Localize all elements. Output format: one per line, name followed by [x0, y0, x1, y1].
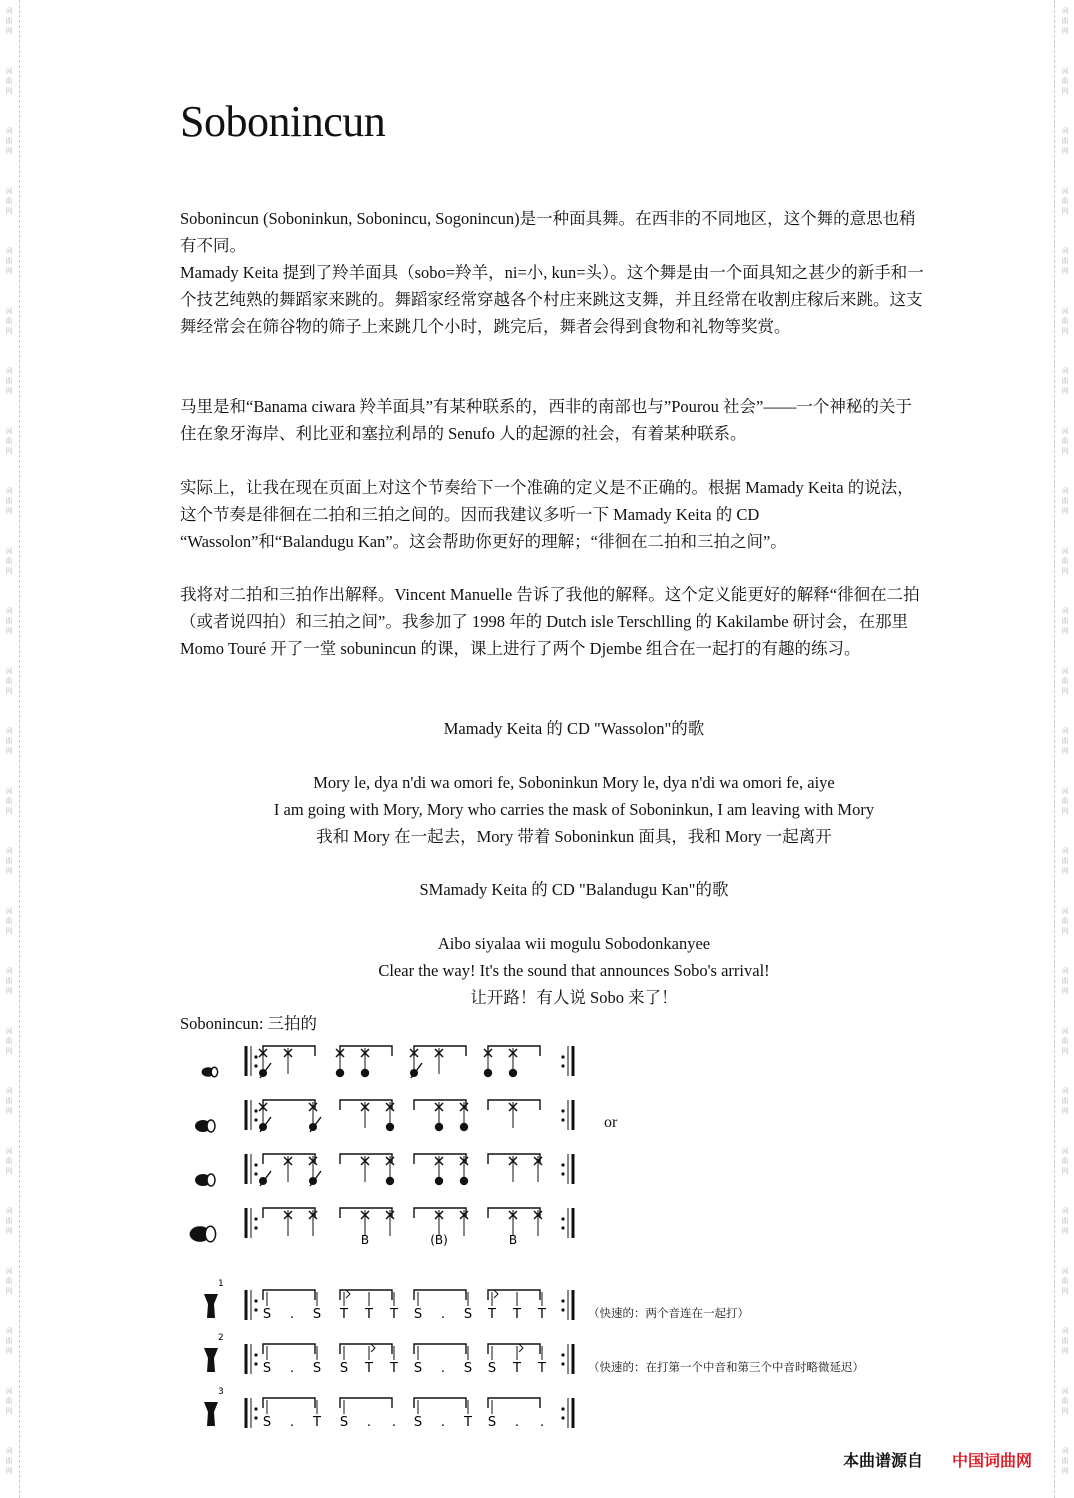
sangban-alt-icon-head [207, 1174, 215, 1186]
djembe-icon [204, 1402, 218, 1426]
row1-note: （快速的：两个音连在一起打） [588, 1306, 749, 1320]
repeat-dot [561, 1055, 564, 1058]
djembe-stroke: . [391, 1415, 397, 1430]
djembe-stroke: S [312, 1307, 322, 1322]
watermark-mark: 词 曲 网 [1061, 1087, 1069, 1115]
watermark-mark: 词 曲 网 [1061, 727, 1069, 755]
watermark-mark: 词 曲 网 [5, 1207, 13, 1235]
repeat-dot [561, 1416, 564, 1419]
bass-letter: B [360, 1233, 370, 1247]
djembe-stroke: . [539, 1415, 545, 1430]
watermark-mark: 词 曲 网 [1061, 1147, 1069, 1175]
djembe-stroke: . [289, 1415, 295, 1430]
watermark-mark: 词 曲 网 [5, 1147, 13, 1175]
repeat-dot [561, 1226, 564, 1229]
beat-bracket [263, 1290, 315, 1300]
alternative-or-label: or [604, 1114, 618, 1131]
watermark-mark: 词 曲 网 [5, 607, 13, 635]
beat-bracket [414, 1398, 466, 1408]
watermark-mark: 词 曲 网 [1061, 667, 1069, 695]
repeat-dot [254, 1217, 257, 1220]
drum-hit [460, 1123, 468, 1131]
song-balandugu-heading: SMamady Keita 的 CD "Balandugu Kan"的歌 [419, 880, 729, 899]
djembe-stroke: T [313, 1415, 321, 1430]
drum-hit [435, 1177, 443, 1185]
bass-letter: (B) [430, 1233, 448, 1247]
repeat-dot [561, 1217, 564, 1220]
djembe-stroke: . [440, 1361, 446, 1376]
repeat-dot [561, 1407, 564, 1410]
djembe-stroke: . [440, 1415, 446, 1430]
flam-mark [494, 1290, 498, 1298]
djembe-stroke: S [413, 1361, 423, 1376]
repeat-dot [254, 1362, 257, 1365]
djembe-icon [204, 1348, 218, 1372]
repeat-dot [254, 1109, 257, 1112]
song-wassolon-line: I am going with Mory, Mory who carries the mask of Soboninkun, I am leaving with Mory [273, 800, 875, 819]
beat-bracket [488, 1398, 540, 1408]
djembe-stroke: T [365, 1361, 373, 1376]
watermark-mark: 词 曲 网 [5, 547, 13, 575]
djembe-stroke: T [488, 1307, 496, 1322]
djembe-stroke: T [538, 1307, 546, 1322]
flam-mark [371, 1344, 375, 1352]
drum-hit [460, 1177, 468, 1185]
drum-hit [361, 1069, 369, 1077]
repeat-dot [254, 1308, 257, 1311]
kenkeni-icon-head [211, 1067, 217, 1077]
watermark-mark: 词 曲 网 [5, 967, 13, 995]
beat-bracket [340, 1344, 392, 1354]
song-wassolon-line: 我和 Mory 在一起去，Mory 带着 Soboninkun 面具，我和 Mory 一起离开 [316, 827, 832, 846]
watermark-mark: 词 曲 网 [1061, 967, 1069, 995]
djembe-row-number: 1 [218, 1279, 224, 1289]
repeat-dot [561, 1353, 564, 1356]
repeat-dot [561, 1172, 564, 1175]
watermark-mark: 词 曲 网 [5, 127, 13, 155]
row2-note: （快速的：在打第一个中音和第三个中音时略微延迟） [588, 1360, 864, 1374]
repeat-dot [561, 1064, 564, 1067]
watermark-mark: 词 曲 网 [1061, 247, 1069, 275]
watermark-mark: 词 曲 网 [1061, 907, 1069, 935]
watermark-mark: 词 曲 网 [5, 787, 13, 815]
paragraph-explanation: 我将对二拍和三拍作出解释。Vincent Manuelle 告诉了我他的解释。这个定义能更好的解释“徘徊在二拍（或者说四拍）和三拍之间”。我参加了 1998 年的 Dutch isle Terschlling 的 Kakilambe 研讨会，在那里 Momo Touré 开了一堂 sobunincun 的课，课上进行了两个 Djembe 组合在一起打的有趣的练习。 [180, 585, 920, 658]
beat-bracket [488, 1344, 540, 1354]
repeat-dot [254, 1416, 257, 1419]
drum-hit [484, 1069, 492, 1077]
watermark-mark: 词 曲 网 [1061, 7, 1069, 35]
repeat-dot [254, 1226, 257, 1229]
djembe-icon [204, 1294, 218, 1318]
song-wassolon-line: Mory le, dya n'di wa omori fe, Soboninkun Mory le, dya n'di wa omori fe, aiye [313, 773, 835, 792]
rhythm-section-label: Sobonincun: 三拍的 [180, 1014, 318, 1033]
djembe-stroke: S [487, 1415, 497, 1430]
djembe-stroke: S [339, 1361, 349, 1376]
djembe-stroke: S [262, 1307, 272, 1322]
sangban-icon-head [207, 1120, 215, 1132]
djembe-stroke: S [339, 1415, 349, 1430]
watermark-mark: 词 曲 网 [1061, 547, 1069, 575]
watermark-mark: 词 曲 网 [5, 1087, 13, 1115]
song-balandugu-line: Clear the way! It's the sound that announces Sobo's arrival! [378, 961, 770, 980]
djembe-stroke: T [464, 1415, 472, 1430]
beat-bracket [263, 1100, 315, 1110]
drum-hit [386, 1177, 394, 1185]
repeat-dot [561, 1308, 564, 1311]
djembe-row-number: 2 [218, 1333, 224, 1343]
djembe-stroke: T [390, 1361, 398, 1376]
watermark-mark: 词 曲 网 [5, 727, 13, 755]
song-wassolon-heading: Mamady Keita 的 CD "Wassolon"的歌 [443, 719, 705, 738]
djembe-stroke: . [289, 1307, 295, 1322]
bass-letter: B [508, 1233, 518, 1247]
djembe-stroke: S [463, 1361, 473, 1376]
drum-hit [336, 1069, 344, 1077]
watermark-mark: 词 曲 网 [5, 1327, 13, 1355]
djembe-stroke: S [262, 1361, 272, 1376]
watermark-mark: 词 曲 网 [1061, 127, 1069, 155]
watermark-mark: 词 曲 网 [5, 187, 13, 215]
djembe-stroke: S [312, 1361, 322, 1376]
djembe-stroke: S [413, 1307, 423, 1322]
repeat-dot [254, 1055, 257, 1058]
watermark-mark: 词 曲 网 [1061, 307, 1069, 335]
repeat-dot [254, 1299, 257, 1302]
repeat-dot [561, 1109, 564, 1112]
beat-bracket [263, 1398, 315, 1408]
watermark-mark: 词 曲 网 [5, 847, 13, 875]
watermark-mark: 词 曲 网 [5, 1267, 13, 1295]
repeat-dot [254, 1407, 257, 1410]
djembe-stroke: S [487, 1361, 497, 1376]
djembe-stroke: S [463, 1307, 473, 1322]
djembe-stroke: T [513, 1361, 521, 1376]
watermark-mark: 词 曲 网 [1061, 487, 1069, 515]
watermark-mark: 词 曲 网 [1061, 1387, 1069, 1415]
djembe-stroke: T [538, 1361, 546, 1376]
dundunba-icon-head [205, 1226, 215, 1242]
repeat-dot [561, 1118, 564, 1121]
drum-hit [509, 1069, 517, 1077]
djembe-stroke: . [514, 1415, 520, 1430]
watermark-mark: 词 曲 网 [1061, 787, 1069, 815]
flam-mark [519, 1344, 523, 1352]
paragraph-intro: Sobonincun (Soboninkun, Sobonincu, Sogonincun)是一种面具舞。在西非的不同地区，这个舞的意思也稍有不同。 [180, 209, 916, 255]
watermark-mark: 词 曲 网 [1061, 427, 1069, 455]
watermark-mark: 词 曲 网 [1061, 1447, 1069, 1475]
repeat-dot [254, 1163, 257, 1166]
watermark-mark: 词 曲 网 [1061, 67, 1069, 95]
watermark-mark: 词 曲 网 [5, 67, 13, 95]
song-balandugu-line: Aibo siyalaa wii mogulu Sobodonkanyee [437, 934, 711, 953]
watermark-mark: 词 曲 网 [5, 247, 13, 275]
flam-mark [346, 1290, 350, 1298]
song-balandugu-line: 让开路！有人说 Sobo 来了！ [470, 988, 678, 1007]
djembe-stroke: S [262, 1415, 272, 1430]
drum-hit [435, 1123, 443, 1131]
djembe-stroke: T [513, 1307, 521, 1322]
page-title: Sobonincun [180, 97, 386, 146]
paragraph-mali: 马里是和“Banama ciwara 羚羊面具”有某种联系的，西非的南部也与”Pourou 社会”——一个神秘的关于住在象牙海岸、利比亚和塞拉利昂的 Senufo 人的起源的社会，有着某种联系。 [180, 397, 912, 443]
repeat-dot [254, 1172, 257, 1175]
beat-bracket [414, 1290, 466, 1300]
watermark-mark: 词 曲 网 [1061, 607, 1069, 635]
watermark-mark: 词 曲 网 [5, 907, 13, 935]
watermark-mark: 词 曲 网 [5, 7, 13, 35]
watermark-mark: 词 曲 网 [1061, 1207, 1069, 1235]
repeat-dot [561, 1299, 564, 1302]
watermark-mark: 词 曲 网 [5, 1027, 13, 1055]
beat-bracket [414, 1344, 466, 1354]
djembe-stroke: . [366, 1415, 372, 1430]
repeat-dot [561, 1163, 564, 1166]
watermark-mark: 词 曲 网 [5, 487, 13, 515]
paragraph-definition: 实际上，让我在现在页面上对这个节奏给下一个准确的定义是不正确的。根据 Mamady Keita 的说法，这个节奏是徘徊在二拍和三拍之间的。因而我建议多听一下 Mamady Keita 的 CD “Wassolon”和“Balandugu Kan”。这会帮助你更好的理解；“徘徊在二拍和三拍之间”。 [180, 478, 914, 551]
watermark-mark: 词 曲 网 [1061, 1027, 1069, 1055]
watermark-mark: 词 曲 网 [5, 367, 13, 395]
watermark-mark: 词 曲 网 [5, 1447, 13, 1475]
repeat-dot [561, 1362, 564, 1365]
watermark-mark: 词 曲 网 [1061, 847, 1069, 875]
footer-site-link[interactable]: 中国词曲网 [952, 1451, 1033, 1470]
djembe-stroke: . [289, 1361, 295, 1376]
djembe-stroke: T [390, 1307, 398, 1322]
watermark-mark: 词 曲 网 [1061, 367, 1069, 395]
watermark-mark: 词 曲 网 [5, 667, 13, 695]
watermark-mark: 词 曲 网 [5, 1387, 13, 1415]
djembe-stroke: . [440, 1307, 446, 1322]
paragraph-mask: Mamady Keita 提到了羚羊面具（sobo=羚羊，ni=小, kun=头）。这个舞是由一个面具知之甚少的新手和一个技艺纯熟的舞蹈家来跳的。舞蹈家经常穿越各个村庄来跳这支舞，并且经常在收割庄稼后来跳。这支舞经常会在筛谷物的筛子上来跳几个小时，跳完后，舞者会得到食物和礼物等奖赏。 [180, 263, 924, 336]
watermark-mark: 词 曲 网 [5, 307, 13, 335]
djembe-stroke: T [365, 1307, 373, 1322]
beat-bracket [340, 1398, 392, 1408]
watermark-mark: 词 曲 网 [5, 427, 13, 455]
repeat-dot [254, 1064, 257, 1067]
djembe-row-number: 3 [218, 1387, 224, 1397]
watermark-mark: 词 曲 网 [1061, 1327, 1069, 1355]
watermark-mark: 词 曲 网 [1061, 187, 1069, 215]
drum-hit [386, 1123, 394, 1131]
djembe-stroke: T [340, 1307, 348, 1322]
repeat-dot [254, 1118, 257, 1121]
watermark-mark: 词 曲 网 [1061, 1267, 1069, 1295]
beat-bracket [263, 1344, 315, 1354]
djembe-stroke: S [413, 1415, 423, 1430]
footer-source-label: 本曲谱源自 [843, 1451, 924, 1470]
repeat-dot [254, 1353, 257, 1356]
